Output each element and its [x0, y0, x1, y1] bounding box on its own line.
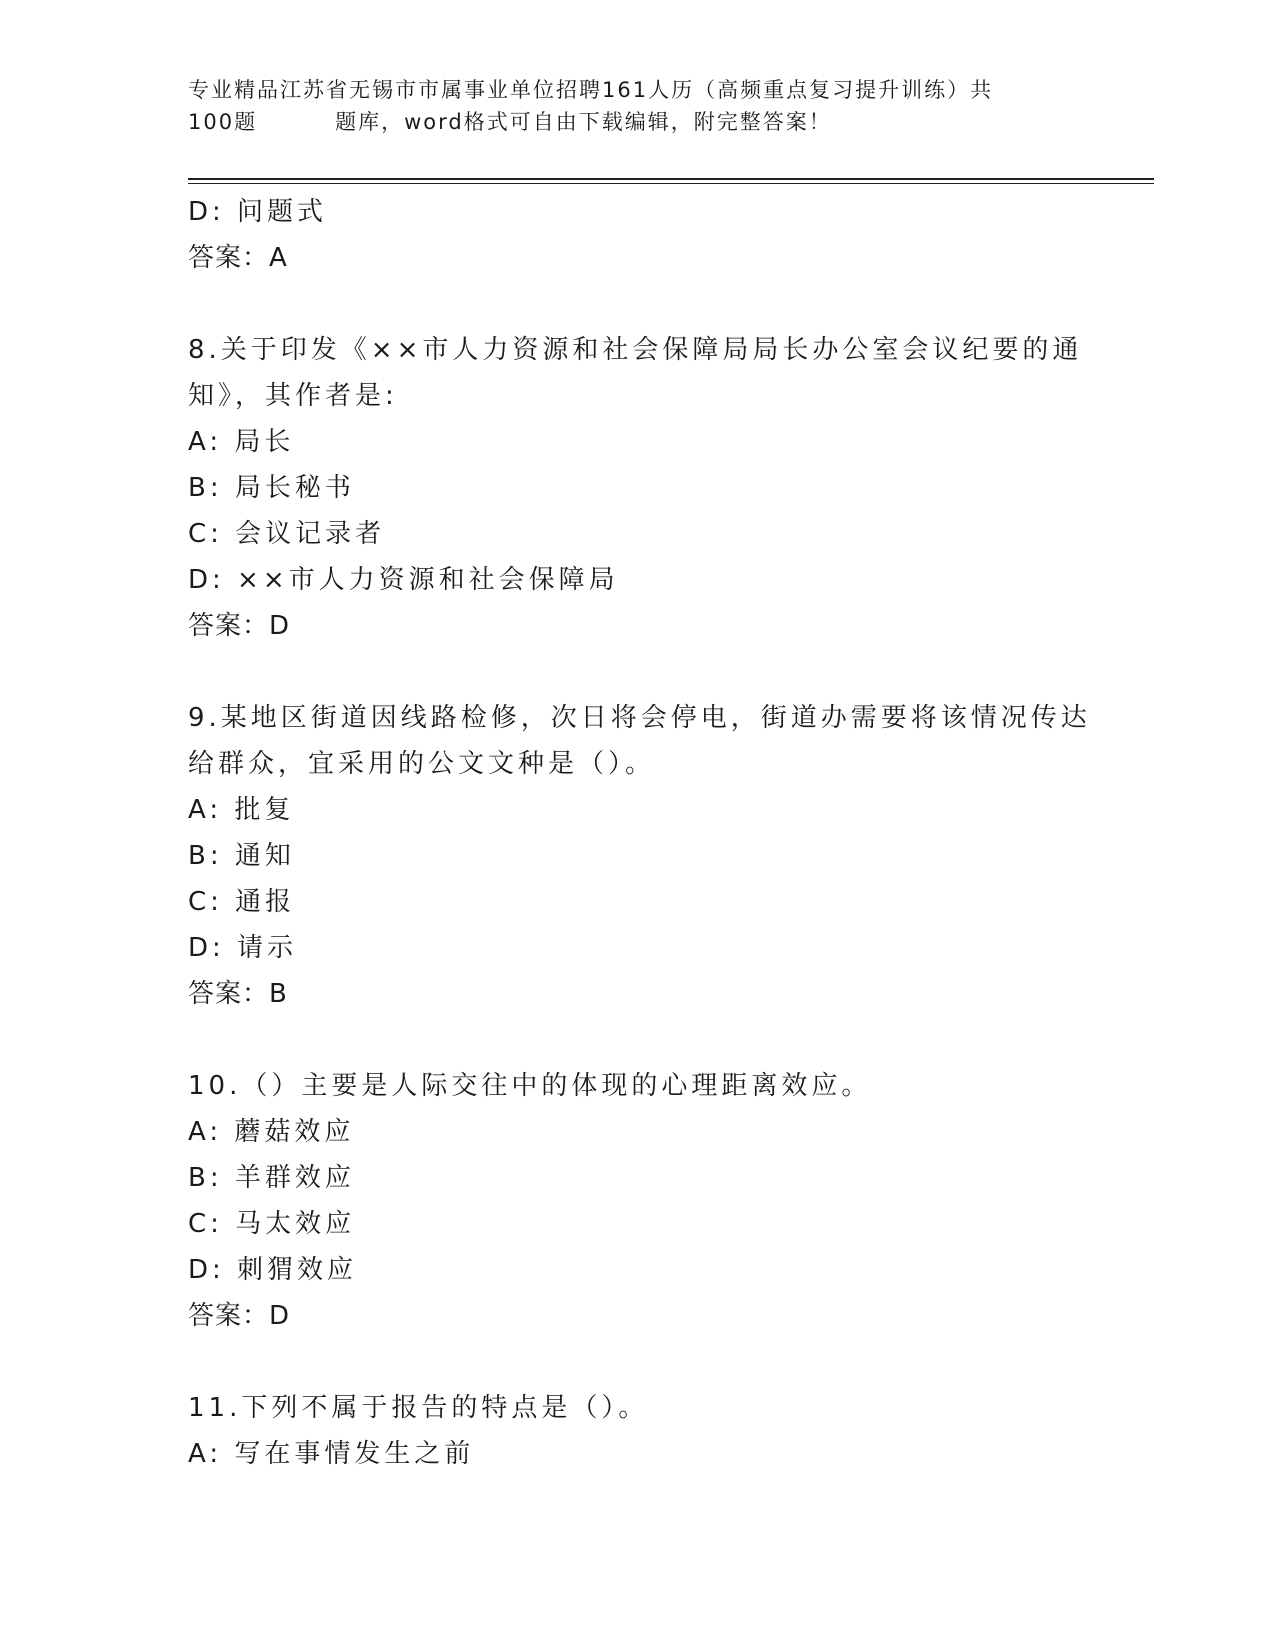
- spacer: [188, 649, 1088, 695]
- question-stem: 8.关于印发《××市人力资源和社会保障局局长办公室会议纪要的通: [188, 335, 1083, 365]
- option-b: B: 羊群效应: [188, 1163, 355, 1193]
- question-8: [188, 327, 1088, 649]
- spacer: [188, 281, 1088, 327]
- option-d: D: 刺猬效应: [188, 1255, 358, 1285]
- option-d: D: 问题式: [188, 197, 328, 227]
- question-stem: 10.（）主要是人际交往中的体现的心理距离效应。: [188, 1071, 872, 1101]
- question-stem: 给群众，宜采用的公文文种是（）。: [188, 749, 656, 779]
- option-d: D: 请示: [188, 933, 298, 963]
- header-question-count: 100题: [188, 110, 258, 134]
- option-b: B: 局长秘书: [188, 473, 355, 503]
- document-header: [188, 74, 1068, 138]
- option-a: A: 局长: [188, 427, 295, 457]
- header-divider-thick: [188, 178, 1154, 180]
- answer: 答案：A: [188, 243, 288, 273]
- spacer: [188, 1017, 1088, 1063]
- spacer: [188, 1339, 1088, 1385]
- option-b: B: 通知: [188, 841, 295, 871]
- question-11: [188, 1385, 1088, 1477]
- answer: 答案：D: [188, 611, 291, 641]
- option-d: D: ××市人力资源和社会保障局: [188, 565, 619, 595]
- question-10: [188, 1063, 1088, 1339]
- header-divider-thin: [188, 183, 1154, 184]
- question-list: [188, 189, 1091, 1477]
- question-stem: 知》，其作者是:: [188, 381, 398, 411]
- option-a: A: 写在事情发生之前: [188, 1439, 475, 1469]
- question-9: [188, 695, 1091, 1017]
- answer: 答案：B: [188, 979, 288, 1009]
- option-a: A: 批复: [188, 795, 295, 825]
- question-stem: 9.某地区街道因线路检修，次日将会停电，街道办需要将该情况传达: [188, 703, 1091, 733]
- question-7-tail: [188, 189, 1088, 281]
- header-title-line2: [188, 106, 1068, 138]
- header-title-line1: 专业精品江苏省无锡市市属事业单位招聘161人历（高频重点复习提升训练）共: [188, 78, 994, 102]
- option-a: A: 蘑菇效应: [188, 1117, 355, 1147]
- answer: 答案：D: [188, 1301, 291, 1331]
- header-subtitle: 题库，word格式可自由下载编辑，附完整答案！: [335, 110, 832, 134]
- question-stem: 11.下列不属于报告的特点是（）。: [188, 1393, 649, 1423]
- option-c: C: 马太效应: [188, 1209, 356, 1239]
- option-c: C: 会议记录者: [188, 519, 386, 549]
- option-c: C: 通报: [188, 887, 296, 917]
